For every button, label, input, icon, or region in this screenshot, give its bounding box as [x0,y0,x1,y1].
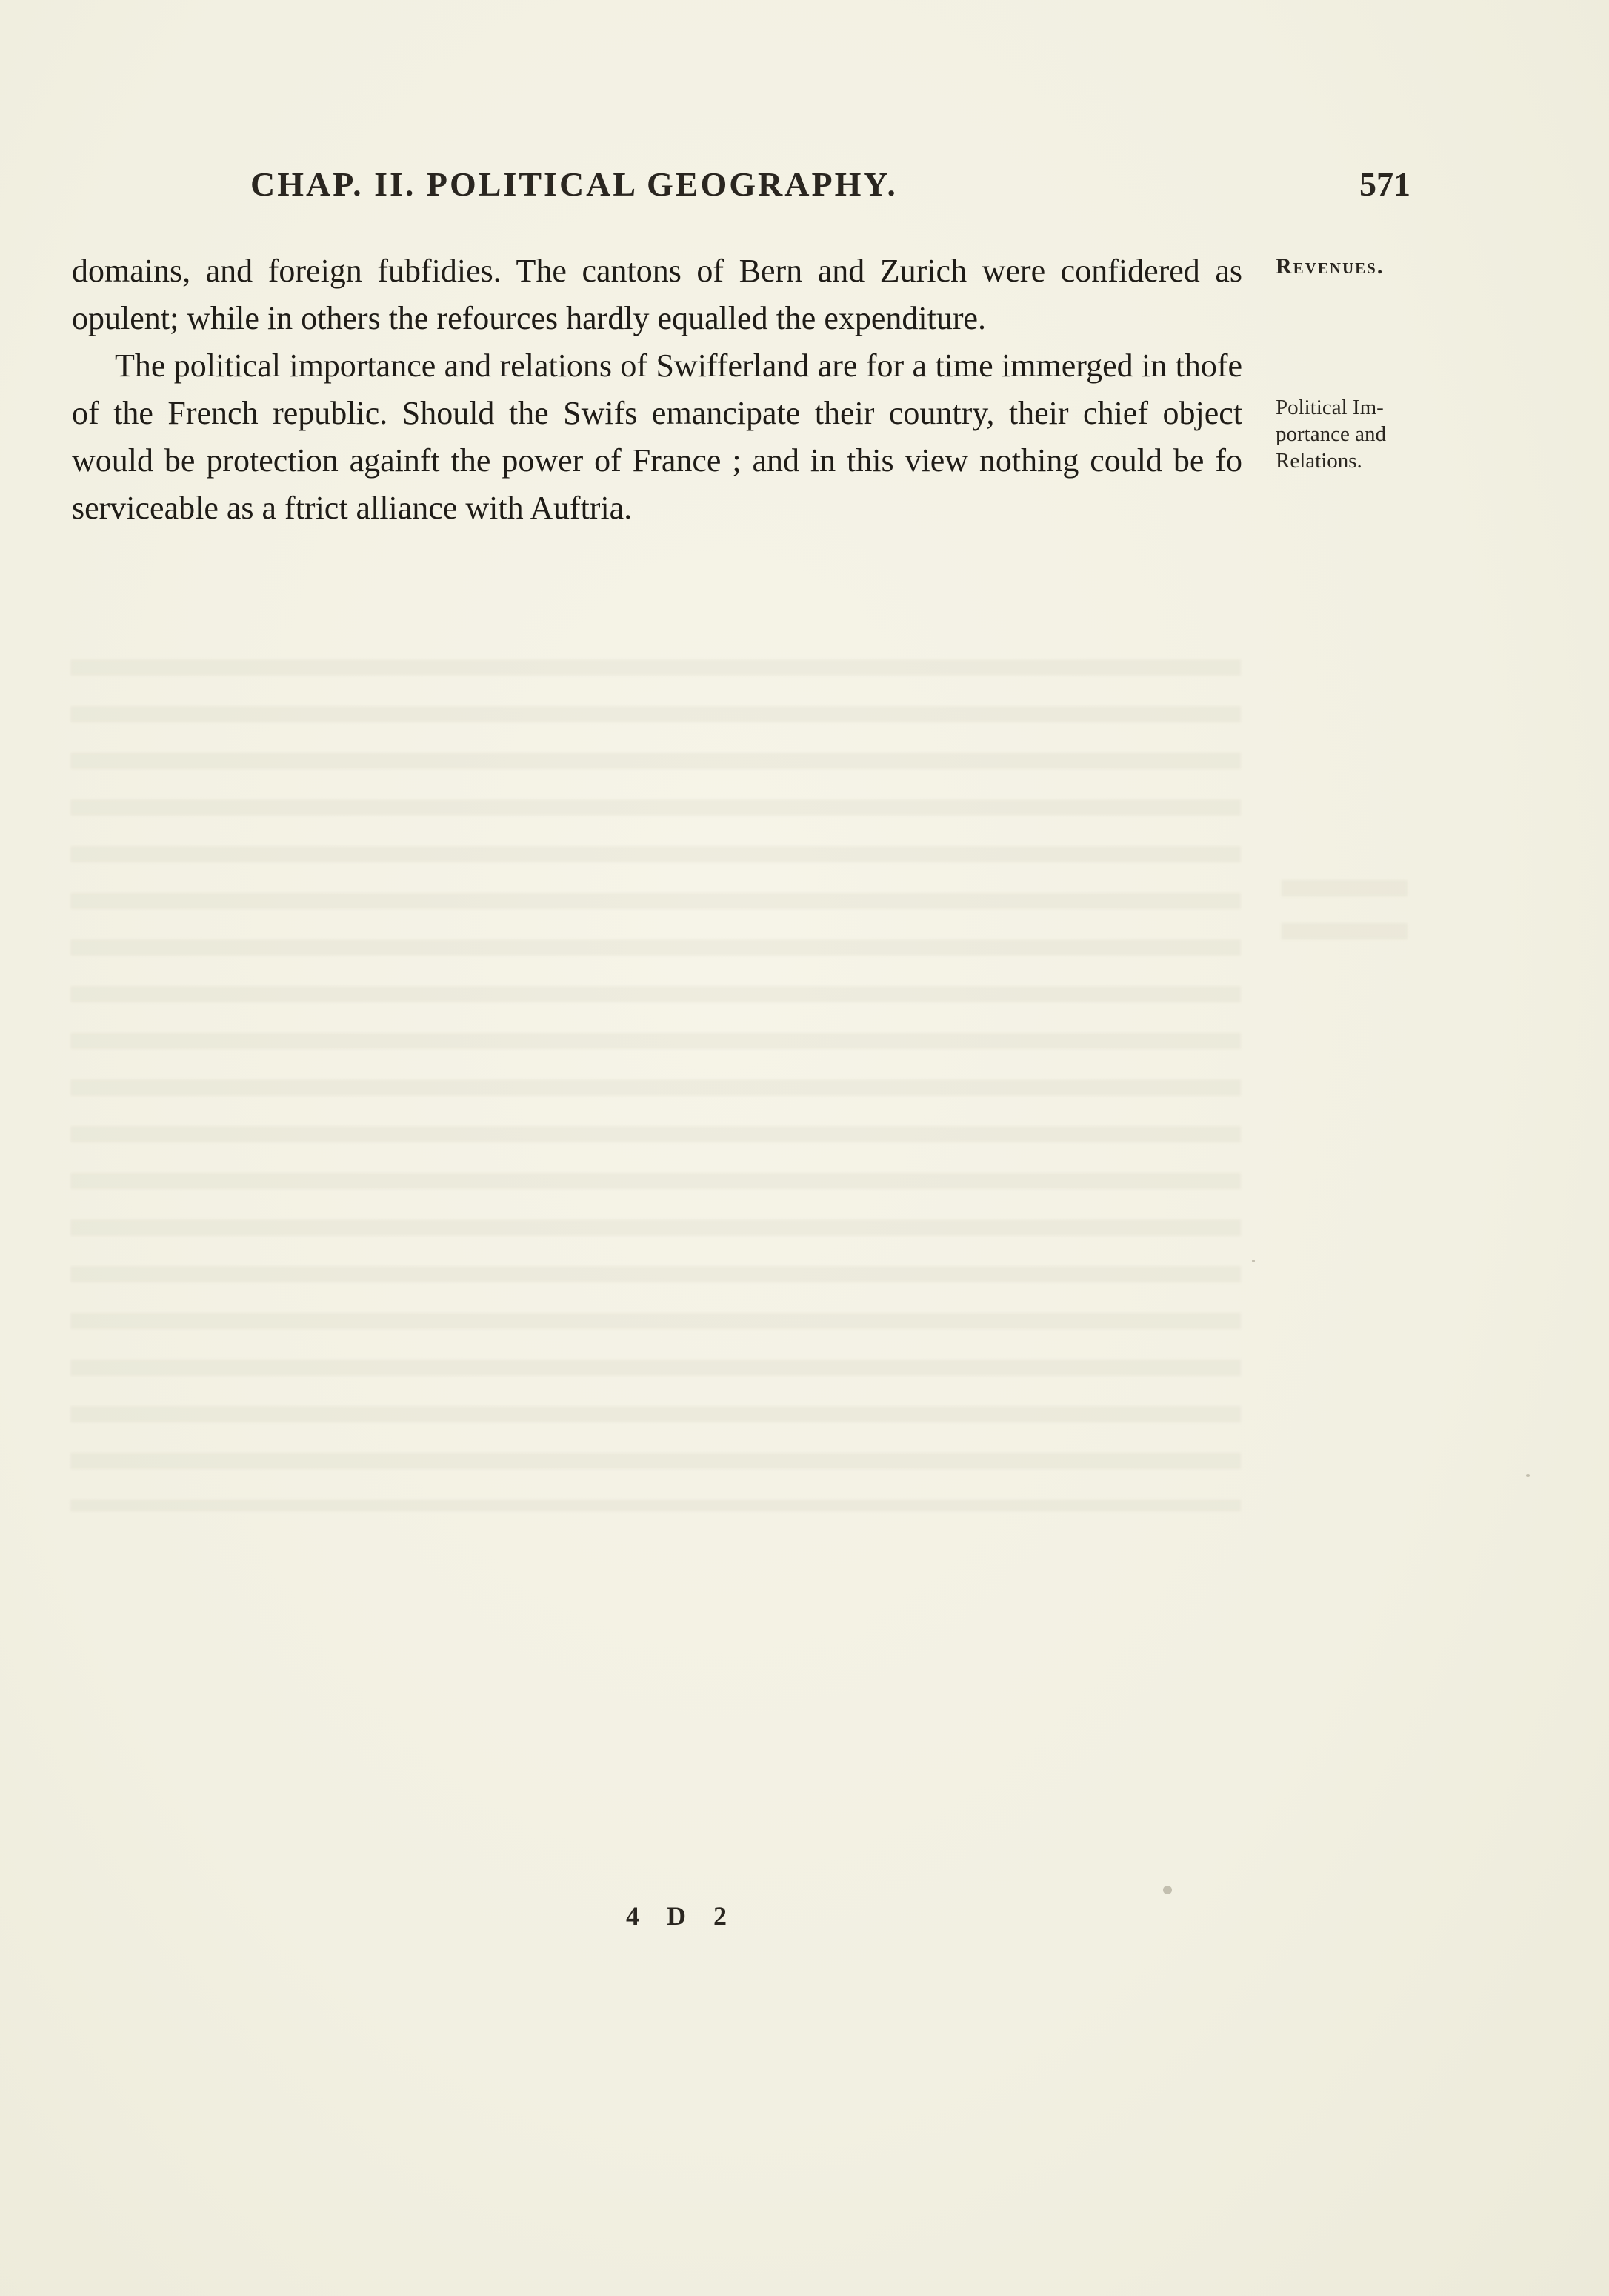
margin-note-political [1276,394,1386,474]
margin-note-political-line1: Political Im- [1276,396,1384,419]
ink-spot [1163,1886,1172,1894]
bleed-through-text [70,637,1241,1511]
body-text [72,247,1242,532]
ink-spot [1252,1260,1255,1262]
bleed-through-margin [1282,867,1408,948]
running-header: CHAP. II. POLITICAL GEOGRAPHY. [250,165,898,203]
margin-note-revenues: Revenues. [1276,254,1385,279]
paragraph-political-importance: The political importance and relations of Swifferland are for a time immerged in thofe of the French republic. Should the Swifs emancipate their country, their chief object would be protection againft the power of France ; and in this view nothing could be fo serviceable as a ftrict alliance with Auftria. [72,347,1242,526]
paragraph-revenues: domains, and foreign fubfidies. The cantons of Bern and Zurich were confidered as opulent; while in others the refources hardly equalled the expenditure. [72,253,1242,336]
margin-note-political-line3: Relations. [1276,449,1362,473]
margin-note-political-line2: portance and [1276,422,1386,446]
ink-spot [1526,1474,1530,1477]
signature-mark: 4 D 2 [626,1901,737,1931]
page-number: 571 [1359,165,1410,203]
